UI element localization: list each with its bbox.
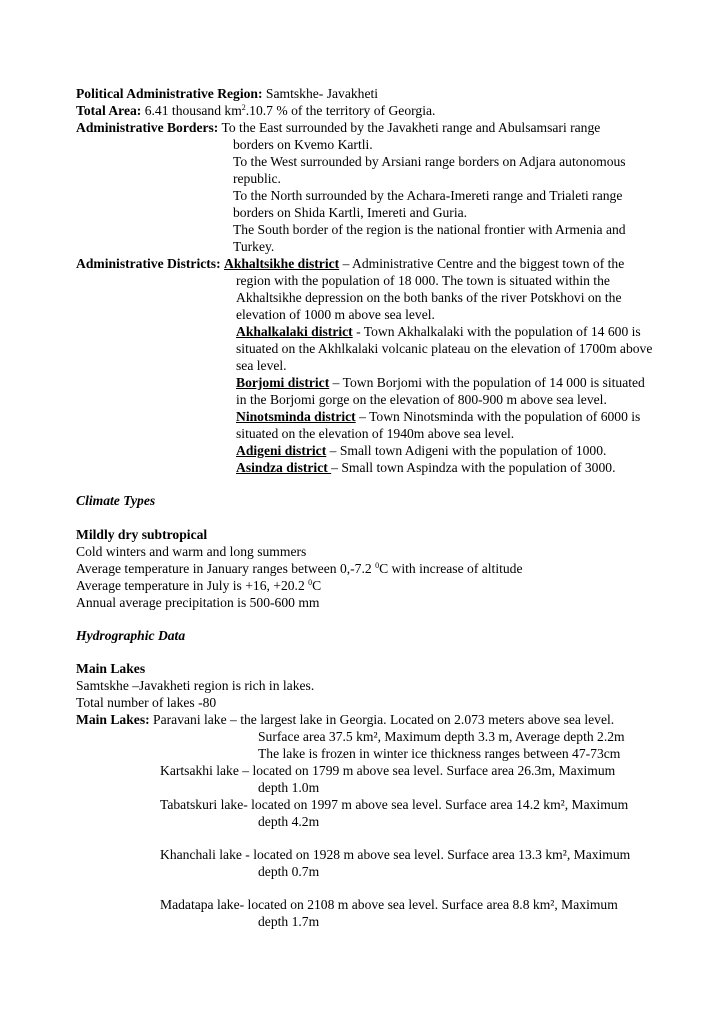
- akhalkalaki-line-2: situated on the Akhlkalaki volcanic plateau on the elevation of 1700m above: [236, 341, 653, 356]
- district-asindza: Asindza district: [236, 460, 332, 475]
- paravani-line-3: The lake is frozen in winter ice thickness ranges between 47-73cm: [258, 746, 621, 761]
- climate-july: [76, 577, 321, 594]
- lakes-line-1: Samtskhe –Javakheti region is rich in lakes.: [76, 678, 315, 693]
- climate-jan-text: Average temperature in January ranges between 0,-7.2: [76, 561, 376, 576]
- borders-line-2: borders on Kvemo Kartli.: [233, 137, 373, 152]
- district-akhalkalaki-text: - Town Akhalkalaki with the population of 14 600 is: [352, 324, 641, 339]
- area-label: Total Area:: [76, 103, 142, 118]
- district-borjomi: Borjomi district: [236, 375, 330, 390]
- climate-jul-text: Average temperature in July is +16, +20.2: [76, 578, 309, 593]
- district-akhaltsikhe-text: – Administrative Centre and the biggest town of the: [339, 256, 625, 271]
- borders-text: To the East surrounded by the Javakheti range and Abulsamsari range: [221, 120, 601, 135]
- district-akhalkalaki: Akhalkalaki district: [236, 324, 353, 339]
- paravani-line-1: [76, 711, 614, 728]
- borders-line-8: Turkey.: [233, 239, 275, 254]
- ninotsminda-line-2: situated on the elevation of 1940m above sea level.: [236, 426, 515, 441]
- borders-label: Administrative Borders:: [76, 120, 219, 135]
- climate-jul-sup: 0: [308, 578, 313, 587]
- akhaltsikhe-line-4: elevation of 1000 m above sea level.: [236, 307, 435, 322]
- districts-label: Administrative Districts:: [76, 256, 221, 271]
- region-line: [76, 85, 378, 102]
- lakes-heading: Main Lakes: [76, 661, 146, 676]
- borders-line-4: republic.: [233, 171, 281, 186]
- region-label: Political Administrative Region:: [76, 86, 263, 101]
- borders-line-1: [76, 119, 600, 136]
- asindza-line: [236, 459, 615, 476]
- district-adigeni: Adigeni district: [236, 443, 327, 458]
- adigeni-line: [236, 442, 606, 459]
- district-ninotsminda: Ninotsminda district: [236, 409, 356, 424]
- district-borjomi-text: – Town Borjomi with the population of 14 000 is situated: [329, 375, 645, 390]
- akhaltsikhe-line-2: region with the population of 18 000. The town is situated within the: [236, 273, 610, 288]
- district-asindza-text: – Small town Aspindza with the population of 3000.: [331, 460, 616, 475]
- borders-line-6: borders on Shida Kartli, Imereti and Guria.: [233, 205, 468, 220]
- main-lakes-label: Main Lakes:: [76, 712, 150, 727]
- climate-heading: Climate Types: [76, 493, 156, 508]
- akhaltsikhe-line-3: Akhaltsikhe depression on the both banks of the river Potskhovi on the: [236, 290, 622, 305]
- kartsakhi-line-2: depth 1.0m: [258, 780, 320, 795]
- borders-line-3: To the West surrounded by Arsiani range borders on Adjara autonomous: [233, 154, 626, 169]
- district-ninotsminda-text: – Town Ninotsminda with the population of 6000 is: [355, 409, 641, 424]
- borders-line-7: The South border of the region is the national frontier with Armenia and: [233, 222, 626, 237]
- madatapa-line-1: Madatapa lake- located on 2108 m above sea level. Surface area 8.8 km², Maximum: [160, 897, 618, 912]
- region-value: Samtskhe- Javakheti: [262, 86, 379, 101]
- lakes-line-2: Total number of lakes -80: [76, 695, 217, 710]
- kartsakhi-line-1: Kartsakhi lake – located on 1799 m above sea level. Surface area 26.3m, Maximum: [160, 763, 616, 778]
- climate-january: [76, 560, 523, 577]
- climate-jan-sup: 0: [375, 561, 380, 570]
- borders-line-5: To the North surrounded by the Achara-Imereti range and Trialeti range: [233, 188, 623, 203]
- climate-jan-rest: C with increase of altitude: [379, 561, 523, 576]
- districts-line-1: [76, 255, 624, 272]
- climate-precipitation: Annual average precipitation is 500-600 mm: [76, 595, 320, 610]
- akhalkalaki-line-3: sea level.: [236, 358, 287, 373]
- ninotsminda-line-1: [236, 408, 640, 425]
- area-value: 6.41 thousand km: [141, 103, 242, 118]
- khanchali-line-1: Khanchali lake - located on 1928 m above sea level. Surface area 13.3 km², Maximum: [160, 847, 631, 862]
- khanchali-line-2: depth 0.7m: [258, 864, 320, 879]
- paravani-text: Paravani lake – the largest lake in Georgia. Located on 2.073 meters above sea level.: [149, 712, 615, 727]
- area-line: [76, 102, 435, 119]
- akhalkalaki-line-1: [236, 323, 641, 340]
- borjomi-line-2: in the Borjomi gorge on the elevation of 800-900 m above sea level.: [236, 392, 607, 407]
- tabatskuri-line-1: Tabatskuri lake- located on 1997 m above sea level. Surface area 14.2 km², Maximum: [160, 797, 629, 812]
- area-value-rest: .10.7 % of the territory of Georgia.: [245, 103, 436, 118]
- tabatskuri-line-2: depth 4.2m: [258, 814, 320, 829]
- climate-subheading: Mildly dry subtropical: [76, 527, 208, 542]
- hydro-heading: Hydrographic Data: [76, 628, 186, 643]
- climate-jul-rest: C: [312, 578, 322, 593]
- district-adigeni-text: – Small town Adigeni with the population of 1000.: [326, 443, 607, 458]
- paravani-line-2: Surface area 37.5 km², Maximum depth 3.3 m, Average depth 2.2m: [258, 729, 625, 744]
- madatapa-line-2: depth 1.7m: [258, 914, 320, 929]
- climate-line-1: Cold winters and warm and long summers: [76, 544, 307, 559]
- area-sup: 2: [241, 103, 246, 112]
- borjomi-line-1: [236, 374, 645, 391]
- district-akhaltsikhe: Akhaltsikhe district: [224, 256, 340, 271]
